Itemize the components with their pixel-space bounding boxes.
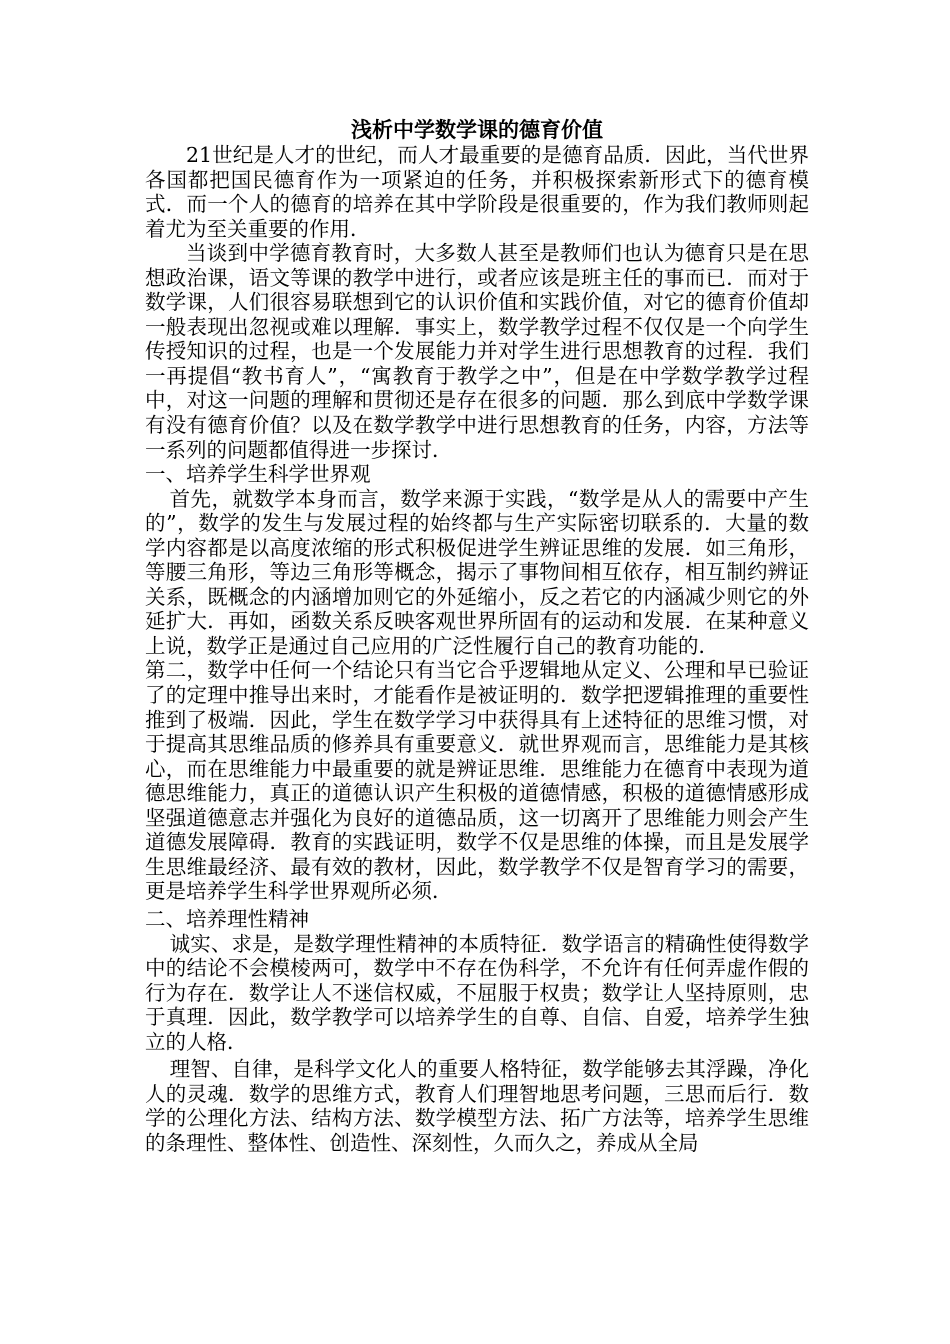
intro-paragraph-2: 当谈到中学德育教育时，大多数人甚至是教师们也认为德育只是在思想政治课，语文等课的教学中进行，或者应该是班主任的事而已．而对于数学课，人们很容易联想到它的认识价值和实践价值，对它的德育价值却一般表现出忽视或难以理解．事实上，数学教学过程不仅仅是一个向学生传授知识的过程，也是一个发展能力并对学生进行思想教育的过程．我们一再提倡“教书育人”，“寓教育于教学之中”，但是在中学数学教学过程中，对这一问题的理解和贯彻还是存在很多的问题．那么到底中学数学课有没有德育价值？以及在数学教学中进行思想教育的任务，内容，方法等一系列的问题都值得进一步探讨． (145, 241, 809, 462)
section-2-paragraph-1: 诚实、求是，是数学理性精神的本质特征．数学语言的精确性使得数学中的结论不会模棱两可，数学中不存在伪科学，不允许有任何弄虚作假的行为存在．数学让人不迷信权威，不屈服于权贵；数学让人坚持原则，忠于真理．因此，数学教学可以培养学生的自尊、自信、自爱，培养学生独立的人格． (145, 931, 809, 1054)
section-1-paragraph-2: 第二，数学中任何一个结论只有当它合乎逻辑地从定义、公理和早已验证了的定理中推导出来时，才能看作是被证明的．数学把逻辑推理的重要性推到了极端．因此，学生在数学学习中获得具有上述特征的思维习惯，对于提高其思维品质的修养具有重要意义．就世界观而言，思维能力是其核心，而在思维能力中最重要的就是辨证思维．思维能力在德育中表现为道德思维能力，真正的道德认识产生积极的道德情感，积极的道德情感形成坚强道德意志并强化为良好的道德品质，这一切离开了思维能力则会产生道德发展障碍．教育的实践证明，数学不仅是思维的体操，而且是发展学生思维最经济、最有效的教材，因此，数学教学不仅是智育学习的需要，更是培养学生科学世界观所必须． (145, 658, 809, 904)
document-title: 浅析中学数学课的德育价值 (351, 117, 603, 142)
section-1-paragraph-1: 首先，就数学本身而言，数学来源于实践，“数学是从人的需要中产生的”，数学的发生与发展过程的始终都与生产实际密切联系的．大量的数学内容都是以高度浓缩的形式积极促进学生辨证思维的发展．如三角形，等腰三角形，等边三角形等概念，揭示了事物间相互依存，相互制约辨证关系，既概念的内涵增加则它的外延缩小，反之若它的内涵减少则它的外延扩大．再如，函数关系反映客观世界所固有的运动和发展．在某种意义上说，数学正是通过自己应用的广泛性履行自己的教育功能的． (145, 486, 809, 658)
document-page (145, 118, 809, 1155)
section-1-heading: 一、培养学生科学世界观 (145, 462, 371, 487)
section-2-heading: 二、培养理性精神 (145, 906, 309, 931)
intro-paragraph-1: 21世纪是人才的世纪，而人才最重要的是德育品质．因此，当代世界各国都把国民德育作为一项紧迫的任务，并积极探索新形式下的德育模式．而一个人的德育的培养在其中学阶段是很重要的，作为我们教师则起着尤为至关重要的作用． (145, 143, 809, 241)
section-2-paragraph-2: 理智、自律，是科学文化人的重要人格特征，数学能够去其浮躁，净化人的灵魂．数学的思维方式，教育人们理智地思考问题，三思而后行．数学的公理化方法、结构方法、数学模型方法、拓广方法等，培养学生思维的条理性、整体性、创造性、深刻性，久而久之，养成从全局 (145, 1057, 809, 1155)
